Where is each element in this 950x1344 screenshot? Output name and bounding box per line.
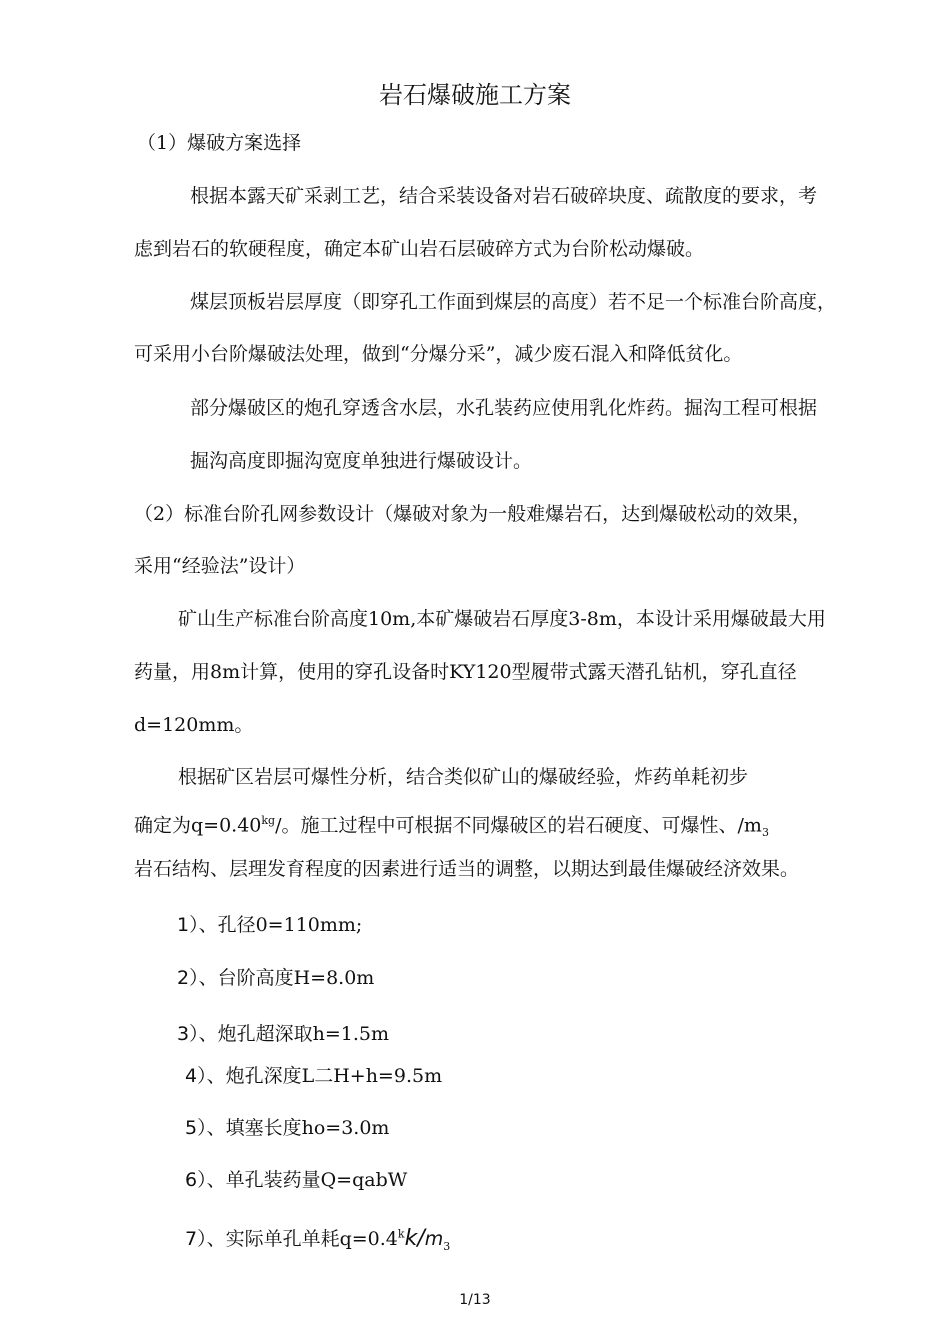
list-item-text: 、台阶高度H=8.0m — [198, 967, 375, 989]
section-2-line-2: 采用“经验法”设计） — [134, 555, 306, 577]
list-item-text: 、单孔装药量Q=qabW — [206, 1169, 408, 1191]
list-item-number: 4） — [185, 1065, 207, 1087]
list-item-text: 、炮孔超深取h=1.5m — [198, 1023, 389, 1045]
list-item-number: 5） — [185, 1117, 207, 1139]
list-item — [185, 1228, 450, 1252]
unit-m-exponent: 3 — [443, 1239, 451, 1253]
list-item-text: 、炮孔深度L二H+h=9.5m — [206, 1065, 443, 1087]
paragraph-3-line-1: 部分爆破区的炮孔穿透含水层，水孔装药应使用乳化炸药。掘沟工程可根据 — [190, 397, 818, 419]
list-item-text: 、填塞长度ho=3.0m — [206, 1117, 390, 1139]
paragraph-2-line-2: 可采用小台阶爆破法处理，做到“分爆分采”，减少废石混入和降低贫化。 — [134, 343, 743, 365]
paragraph-2-line-1: 煤层顶板岩层厚度（即穿孔工作面到煤层的高度）若不足一个标准台阶高度， — [190, 291, 837, 313]
list-item-number: 3） — [177, 1023, 199, 1045]
paragraph-5-line-3: 岩石结构、层理发育程度的因素进行适当的调整，以期达到最佳爆破经济效果。 — [134, 858, 800, 880]
page-title: 岩石爆破施工方案 — [379, 81, 571, 109]
paragraph-4-line-3: d=120mm。 — [134, 714, 254, 736]
list-item — [177, 969, 374, 988]
section-1-heading: （1）爆破方案选择 — [137, 132, 302, 154]
list-item-number: 1） — [177, 914, 199, 936]
unit-k: k — [404, 1226, 418, 1251]
list-item-number: 7） — [185, 1228, 207, 1250]
unit-small-k: k — [397, 1227, 405, 1241]
paragraph-4-line-1: 矿山生产标准台阶高度10m,本矿爆破岩石厚度3-8m，本设计采用爆破最大用 — [178, 608, 826, 630]
paragraph-1-line-1: 根据本露天矿采剥工艺，结合采装设备对岩石破碎块度、疏散度的要求，考 — [190, 185, 818, 207]
page-number: 1/13 — [459, 1292, 491, 1308]
paragraph-5-line-2 — [134, 815, 769, 838]
list-item-text: 、孔径0=110mm; — [198, 914, 363, 936]
section-2-line-1: （2）标准台阶孔网参数设计（爆破对象为一般难爆岩石，达到爆破松动的效果， — [134, 503, 812, 525]
unit-exponent: 3 — [761, 826, 769, 840]
list-item — [177, 916, 362, 935]
list-item-text: 、实际单孔单耗q=0.4 — [206, 1228, 398, 1250]
paragraph-3-line-2: 掘沟高度即掘沟宽度单独进行爆破设计。 — [190, 450, 533, 472]
list-item — [185, 1067, 442, 1086]
paragraph-5-line-1: 根据矿区岩层可爆性分析，结合类似矿山的爆破经验，炸药单耗初步 — [178, 766, 749, 788]
paragraph-1-line-2: 虑到岩石的软硬程度，确定本矿山岩石层破碎方式为台阶松动爆破。 — [134, 238, 705, 260]
list-item — [185, 1171, 407, 1190]
paragraph-5-line-2-middle: /。施工过程中可根据不同爆破区的岩石硬度、可爆性、/m — [275, 814, 762, 837]
unit-kg: kg — [261, 814, 276, 827]
list-item — [185, 1119, 389, 1138]
unit-m: m — [424, 1228, 444, 1250]
paragraph-4-line-2: 药量，用8m计算，使用的穿孔设备时KY120型履带式露天潜孔钻机，穿孔直径 — [134, 661, 797, 683]
list-item-number: 6） — [185, 1169, 207, 1191]
list-item-number: 2） — [177, 967, 199, 989]
paragraph-5-line-2-start: 确定为q=0.40 — [134, 814, 262, 837]
list-item — [177, 1025, 389, 1044]
unit-slash: / — [417, 1226, 425, 1251]
